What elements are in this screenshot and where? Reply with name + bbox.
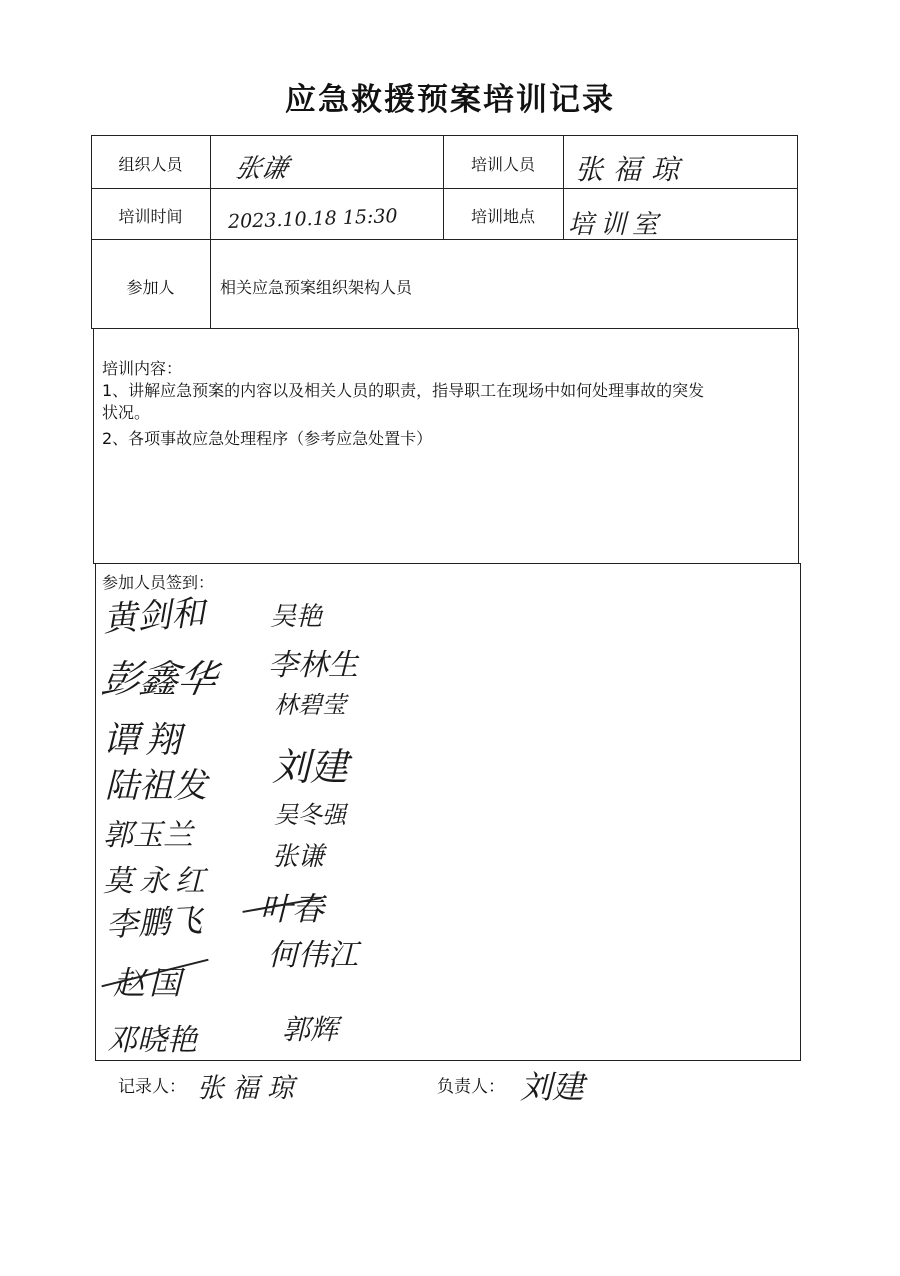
col-divider [563,135,564,239]
signature-right-9: 郭辉 [282,1013,339,1046]
row-divider [91,188,798,189]
col-divider [210,135,211,329]
content-heading: 培训内容： [102,359,183,378]
time-value: 2023.10.18 15:30 [227,205,398,233]
signature-right-1: 吴艳 [270,602,323,632]
signature-left-5: 郭玉兰 [103,818,193,853]
trainer-label: 培训人员 [470,155,535,174]
organizer-label: 组织人员 [118,155,183,174]
signature-right-7: 叶春 [260,890,325,928]
content-line-1: 1、讲解应急预案的内容以及相关人员的职责，指导职工在现场中如何处理事故的突发 [102,381,705,400]
responsible-signature: 刘建 [520,1068,585,1106]
signature-left-4: 陆祖发 [105,766,207,806]
signature-left-3: 谭翔 [103,720,188,761]
signature-left-1: 黄剑和 [101,592,207,640]
row-divider [91,239,798,240]
participants-label: 参加人 [126,278,175,297]
time-label: 培训时间 [118,207,183,226]
recorder-label: 记录人： [118,1077,186,1097]
signature-right-3: 林碧莹 [274,691,346,719]
signature-left-9: 邓晓艳 [107,1023,197,1058]
signature-right-8: 何伟江 [268,938,358,973]
signature-left-2: 彭鑫华 [98,657,221,701]
content-line-2: 2、各项事故应急处理程序（参考应急处置卡） [102,429,433,448]
signature-right-6: 张谦 [272,842,325,872]
signature-right-2: 李林生 [268,648,358,683]
signature-section [95,563,801,1061]
signature-left-8: 赵国 [113,964,186,1002]
recorder-signature: 张福琼 [197,1073,302,1104]
trainer-signature: 张福琼 [575,153,690,186]
signature-left-7: 李鹏飞 [105,900,203,944]
signatures-heading: 参加人员签到： [102,573,215,592]
page-title: 应急救援预案培训记录 [285,82,615,118]
organizer-signature: 张谦 [232,154,291,184]
participants-value: 相关应急预案组织架构人员 [220,278,413,297]
signature-right-5: 吴冬强 [274,801,346,829]
location-label: 培训地点 [470,207,535,226]
signature-left-6: 莫永红 [103,864,211,899]
training-content [102,358,704,450]
location-value: 培训室 [568,210,665,240]
responsible-label: 负责人： [437,1077,505,1097]
content-line-1b: 状况。 [102,403,151,422]
signature-right-4: 刘建 [272,745,349,789]
